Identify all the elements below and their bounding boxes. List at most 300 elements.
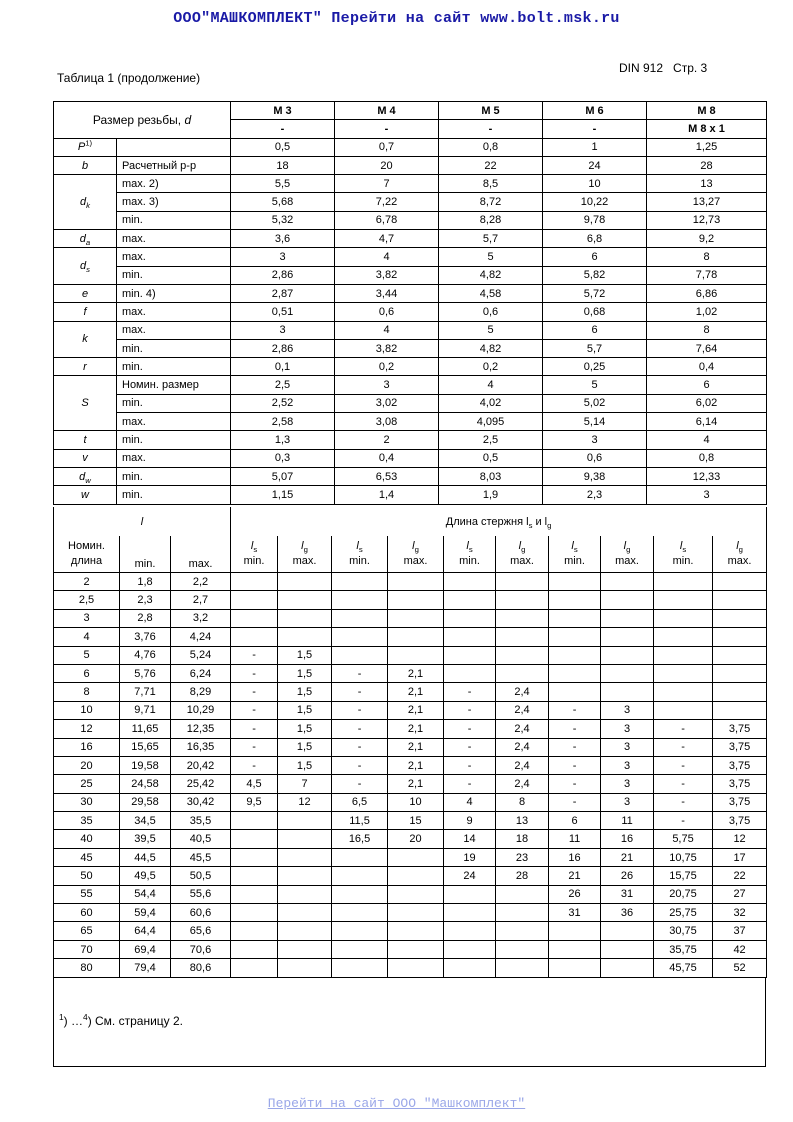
parameter-row [54, 193, 767, 211]
length-limit: 34,5 [120, 812, 171, 830]
length-limit: 4,24 [171, 628, 231, 646]
nominal-length: 80 [54, 959, 120, 977]
shank-value: - [444, 683, 496, 701]
length-table [53, 507, 767, 978]
length-limit: 12,35 [171, 720, 231, 738]
shank-value: - [444, 738, 496, 756]
table-caption: Таблица 1 (продолжение) [57, 71, 201, 85]
shank-value: 3 [601, 756, 654, 774]
shank-value: 42 [713, 940, 767, 958]
shank-value [713, 701, 767, 719]
l-header: l [54, 507, 231, 536]
shank-value: 37 [713, 922, 767, 940]
shank-value: 3 [601, 738, 654, 756]
shank-value [601, 628, 654, 646]
length-limit: 69,4 [120, 940, 171, 958]
shank-value: 2,4 [496, 738, 549, 756]
nominal-length: 50 [54, 867, 120, 885]
shank-value: - [654, 738, 713, 756]
parameter-value: 13,27 [647, 193, 767, 211]
shank-value [231, 591, 278, 609]
parameter-value: 0,5 [439, 449, 543, 467]
length-limit: 30,42 [171, 793, 231, 811]
length-limit: 3,76 [120, 628, 171, 646]
shank-value: 45,75 [654, 959, 713, 977]
parameter-value: 3 [647, 486, 767, 504]
shank-value: 32 [713, 904, 767, 922]
length-header-row [54, 507, 767, 536]
parameter-value: 0,2 [439, 358, 543, 376]
shank-value: 2,1 [388, 775, 444, 793]
shank-value [332, 885, 388, 903]
shank-value: 31 [549, 904, 601, 922]
parameter-value: 20 [335, 156, 439, 174]
parameter-value: 5,14 [543, 413, 647, 431]
shank-length-header: Длина стержня $l_s$ и $l_g$ [231, 507, 767, 536]
shank-value: - [231, 683, 278, 701]
parameter-label: max. [117, 413, 231, 431]
parameter-row [54, 230, 767, 248]
shank-value [549, 664, 601, 682]
shank-value: 24 [444, 867, 496, 885]
length-row [54, 738, 767, 756]
length-limit: 5,76 [120, 664, 171, 682]
shank-value: 15 [388, 812, 444, 830]
parameter-symbol: $P^{1)}$ [54, 138, 117, 156]
parameter-value: 1,25 [647, 138, 767, 156]
shank-value: 8 [496, 793, 549, 811]
shank-value [388, 940, 444, 958]
parameter-value: 4,7 [335, 230, 439, 248]
footer-link[interactable]: Перейти на сайт ООО "Машкомплект" [267, 1096, 526, 1111]
parameter-value: 2,5 [439, 431, 543, 449]
shank-value: 2,4 [496, 775, 549, 793]
shank-value [231, 830, 278, 848]
shank-value [332, 959, 388, 977]
shank-value: 28 [496, 867, 549, 885]
shank-value [496, 609, 549, 627]
parameter-value: 2,87 [231, 284, 335, 302]
shank-value [388, 628, 444, 646]
shank-value: - [231, 720, 278, 738]
parameter-value: 2,5 [231, 376, 335, 394]
parameter-value: 24 [543, 156, 647, 174]
lg-max-header: $l_g$ max. [713, 536, 767, 573]
parameter-row [54, 358, 767, 376]
thread-size-header: M 3 [231, 102, 335, 120]
parameter-row [54, 303, 767, 321]
shank-value: 11 [549, 830, 601, 848]
parameter-value: 2 [335, 431, 439, 449]
length-limit: 24,58 [120, 775, 171, 793]
thread-size-header: M 5 [439, 102, 543, 120]
length-limit: 5,24 [171, 646, 231, 664]
shank-value [444, 628, 496, 646]
parameter-row [54, 175, 767, 193]
shank-value [601, 591, 654, 609]
shank-value: 2,1 [388, 664, 444, 682]
length-limit: 35,5 [171, 812, 231, 830]
parameter-value: 0,8 [439, 138, 543, 156]
shank-value [388, 867, 444, 885]
shank-value: - [549, 720, 601, 738]
parameter-value: 10,22 [543, 193, 647, 211]
shank-value: - [549, 738, 601, 756]
parameter-value: 9,38 [543, 467, 647, 485]
parameter-symbol: f [54, 303, 117, 321]
parameter-value: 5,7 [439, 230, 543, 248]
ls-min-header: $l_s$ min. [444, 536, 496, 573]
parameter-value: 7,64 [647, 339, 767, 357]
dimensions-table [53, 101, 767, 505]
parameter-symbol: S [54, 376, 117, 431]
shank-value: - [654, 793, 713, 811]
shank-value: - [231, 646, 278, 664]
length-limit: 3,2 [171, 609, 231, 627]
shank-value: 2,4 [496, 756, 549, 774]
shank-value: - [444, 720, 496, 738]
fine-thread-cell: - [439, 120, 543, 138]
length-row [54, 830, 767, 848]
shank-value [388, 922, 444, 940]
parameter-label: min. 4) [117, 284, 231, 302]
parameter-label: max. 3) [117, 193, 231, 211]
nominal-length: 4 [54, 628, 120, 646]
page-number: Стр. 3 [673, 61, 708, 75]
fine-thread-cell: M 8 x 1 [647, 120, 767, 138]
shank-value [332, 867, 388, 885]
shank-value [278, 830, 332, 848]
parameter-value: 5 [439, 248, 543, 266]
shank-value [278, 940, 332, 958]
lg-max-header: $l_g$ max. [601, 536, 654, 573]
parameter-label: Номин. размер [117, 376, 231, 394]
shank-value [278, 959, 332, 977]
parameter-value: 4,58 [439, 284, 543, 302]
nominal-length: 5 [54, 646, 120, 664]
shank-value: - [654, 812, 713, 830]
shank-value [654, 664, 713, 682]
shank-value [332, 922, 388, 940]
parameter-label: Расчетный р-р [117, 156, 231, 174]
shank-value: 18 [496, 830, 549, 848]
shank-value [231, 940, 278, 958]
parameter-value: 2,3 [543, 486, 647, 504]
length-limit: 65,6 [171, 922, 231, 940]
shank-value [549, 573, 601, 591]
shank-value: - [332, 738, 388, 756]
parameter-value: 3 [231, 248, 335, 266]
shank-value: 1,5 [278, 720, 332, 738]
nominal-length: 10 [54, 701, 120, 719]
parameter-symbol: $d_k$ [54, 175, 117, 230]
lg-max-header: $l_g$ max. [278, 536, 332, 573]
parameter-value: 13 [647, 175, 767, 193]
parameter-symbol: b [54, 156, 117, 174]
parameter-label: max. 2) [117, 175, 231, 193]
parameter-value: 0,1 [231, 358, 335, 376]
shank-value [231, 867, 278, 885]
parameter-value: 22 [439, 156, 543, 174]
length-limit: 29,58 [120, 793, 171, 811]
parameter-value: 6,78 [335, 211, 439, 229]
shank-value: 3 [601, 701, 654, 719]
ls-min-header: $l_s$ min. [231, 536, 278, 573]
length-row [54, 812, 767, 830]
length-limit: 6,24 [171, 664, 231, 682]
parameter-value: 2,86 [231, 339, 335, 357]
shank-value [496, 573, 549, 591]
footnote: $^1$) …$^4$) См. страницу 2. [59, 1012, 183, 1028]
length-row [54, 720, 767, 738]
parameter-row [54, 284, 767, 302]
length-row [54, 591, 767, 609]
parameter-value: 8,72 [439, 193, 543, 211]
length-row [54, 775, 767, 793]
shank-value [278, 867, 332, 885]
length-limit: 45,5 [171, 848, 231, 866]
parameter-label: max. [117, 248, 231, 266]
shank-value [444, 959, 496, 977]
parameter-symbol: t [54, 431, 117, 449]
length-limit: 20,42 [171, 756, 231, 774]
shank-value [496, 628, 549, 646]
shank-value [444, 573, 496, 591]
shank-value: 1,5 [278, 683, 332, 701]
shank-value: 9,5 [231, 793, 278, 811]
parameter-value: 5,32 [231, 211, 335, 229]
shank-value: 31 [601, 885, 654, 903]
shank-value [388, 609, 444, 627]
length-limit: 50,5 [171, 867, 231, 885]
shank-value: 26 [601, 867, 654, 885]
length-row [54, 959, 767, 977]
parameter-value: 0,3 [231, 449, 335, 467]
parameter-symbol: r [54, 358, 117, 376]
shank-value [549, 940, 601, 958]
site-link[interactable]: ООО"МАШКОМПЛЕКТ" Перейти на сайт www.bolt.msk.ru [173, 10, 620, 27]
length-row [54, 922, 767, 940]
shank-value: - [549, 701, 601, 719]
shank-value [278, 922, 332, 940]
shank-value: 6,5 [332, 793, 388, 811]
l-max-header: max. [171, 536, 231, 573]
parameter-value: 4,82 [439, 339, 543, 357]
shank-value: 2,4 [496, 720, 549, 738]
length-limit: 44,5 [120, 848, 171, 866]
shank-value [231, 812, 278, 830]
shank-value [601, 940, 654, 958]
parameter-value: 0,6 [335, 303, 439, 321]
parameter-row [54, 156, 767, 174]
shank-value [654, 683, 713, 701]
parameter-value: 7 [335, 175, 439, 193]
length-row [54, 573, 767, 591]
parameter-label: min. [117, 211, 231, 229]
shank-value: - [654, 775, 713, 793]
parameter-label: max. [117, 303, 231, 321]
parameter-value: 6,8 [543, 230, 647, 248]
parameter-value: 0,4 [335, 449, 439, 467]
shank-value [496, 904, 549, 922]
shank-value: 27 [713, 885, 767, 903]
parameter-value: 5,68 [231, 193, 335, 211]
length-row [54, 664, 767, 682]
shank-value [496, 664, 549, 682]
shank-value: 14 [444, 830, 496, 848]
parameter-row [54, 431, 767, 449]
ls-min-header: $l_s$ min. [654, 536, 713, 573]
shank-value [444, 664, 496, 682]
length-row [54, 793, 767, 811]
shank-value [231, 959, 278, 977]
parameter-label: max. [117, 230, 231, 248]
thread-size-header: M 6 [543, 102, 647, 120]
parameter-value: 2,58 [231, 413, 335, 431]
lg-max-header: $l_g$ max. [388, 536, 444, 573]
parameter-value: 6,53 [335, 467, 439, 485]
shank-value: 3,75 [713, 756, 767, 774]
shank-value [231, 922, 278, 940]
parameter-symbol: $d_w$ [54, 467, 117, 485]
length-limit: 25,42 [171, 775, 231, 793]
nominal-length: 3 [54, 609, 120, 627]
parameter-value: 3,08 [335, 413, 439, 431]
shank-value: 2,1 [388, 738, 444, 756]
parameter-value: 3,6 [231, 230, 335, 248]
ls-min-header: $l_s$ min. [549, 536, 601, 573]
l-min-header: min. [120, 536, 171, 573]
shank-value: 30,75 [654, 922, 713, 940]
shank-value [713, 573, 767, 591]
shank-value: - [332, 720, 388, 738]
parameter-value: 8 [647, 321, 767, 339]
shank-value: 12 [713, 830, 767, 848]
shank-value: - [654, 756, 713, 774]
parameter-value: 1,15 [231, 486, 335, 504]
shank-value [278, 573, 332, 591]
shank-value: 4,5 [231, 775, 278, 793]
shank-value: 1,5 [278, 756, 332, 774]
parameter-value: 3 [543, 431, 647, 449]
shank-value [713, 628, 767, 646]
parameter-row [54, 211, 767, 229]
parameter-value: 4,82 [439, 266, 543, 284]
parameter-value: 2,86 [231, 266, 335, 284]
nominal-length: 30 [54, 793, 120, 811]
shank-value: 52 [713, 959, 767, 977]
shank-value: 13 [496, 812, 549, 830]
parameter-symbol: $d_a$ [54, 230, 117, 248]
nominal-length: 45 [54, 848, 120, 866]
shank-value [549, 922, 601, 940]
length-limit: 11,65 [120, 720, 171, 738]
shank-value [332, 848, 388, 866]
shank-value: 5,75 [654, 830, 713, 848]
parameter-value: 4,02 [439, 394, 543, 412]
parameter-symbol: w [54, 486, 117, 504]
shank-value [549, 628, 601, 646]
parameter-label: min. [117, 394, 231, 412]
shank-value: 4 [444, 793, 496, 811]
parameter-value: 6,14 [647, 413, 767, 431]
parameter-value: 6 [543, 321, 647, 339]
shank-value: 1,5 [278, 738, 332, 756]
shank-value: 25,75 [654, 904, 713, 922]
parameter-value: 10 [543, 175, 647, 193]
length-limit: 79,4 [120, 959, 171, 977]
shank-value: 2,1 [388, 756, 444, 774]
shank-value [496, 922, 549, 940]
shank-value: 3 [601, 775, 654, 793]
parameter-value: 0,25 [543, 358, 647, 376]
parameter-value: 8,03 [439, 467, 543, 485]
shank-value: 11,5 [332, 812, 388, 830]
shank-value: 11 [601, 812, 654, 830]
shank-value: 9 [444, 812, 496, 830]
parameter-row [54, 339, 767, 357]
shank-value: 10 [388, 793, 444, 811]
shank-value [601, 646, 654, 664]
shank-value: 1,5 [278, 701, 332, 719]
ls-min-header: $l_s$ min. [332, 536, 388, 573]
length-limit: 2,7 [171, 591, 231, 609]
shank-value [388, 848, 444, 866]
shank-value [654, 646, 713, 664]
parameter-value: 5,07 [231, 467, 335, 485]
length-limit: 39,5 [120, 830, 171, 848]
parameter-label: min. [117, 266, 231, 284]
shank-value: 12 [278, 793, 332, 811]
parameter-value: 5,7 [543, 339, 647, 357]
parameter-value: 1,3 [231, 431, 335, 449]
parameter-value: 0,2 [335, 358, 439, 376]
shank-value: 16 [601, 830, 654, 848]
shank-value: 35,75 [654, 940, 713, 958]
shank-value [444, 904, 496, 922]
parameter-value: 4,095 [439, 413, 543, 431]
shank-value: 1,5 [278, 664, 332, 682]
length-limit: 4,76 [120, 646, 171, 664]
length-row [54, 867, 767, 885]
parameter-label: min. [117, 431, 231, 449]
shank-value [549, 959, 601, 977]
shank-value: - [332, 775, 388, 793]
parameter-value: 3 [231, 321, 335, 339]
parameter-label [117, 138, 231, 156]
shank-value [601, 664, 654, 682]
shank-value: - [444, 775, 496, 793]
shank-value [654, 628, 713, 646]
shank-value [601, 922, 654, 940]
thread-size-header: M 8 [647, 102, 767, 120]
nominal-length: 2 [54, 573, 120, 591]
length-row [54, 628, 767, 646]
parameter-value: 5,5 [231, 175, 335, 193]
parameter-value: 6 [647, 376, 767, 394]
shank-value: - [654, 720, 713, 738]
shank-value [444, 940, 496, 958]
shank-value [388, 573, 444, 591]
shank-value [231, 885, 278, 903]
parameter-value: 0,6 [543, 449, 647, 467]
parameter-row [54, 449, 767, 467]
parameter-value: 12,33 [647, 467, 767, 485]
parameter-value: 1,4 [335, 486, 439, 504]
parameter-row [54, 486, 767, 504]
shank-value: 22 [713, 867, 767, 885]
shank-value [231, 573, 278, 591]
